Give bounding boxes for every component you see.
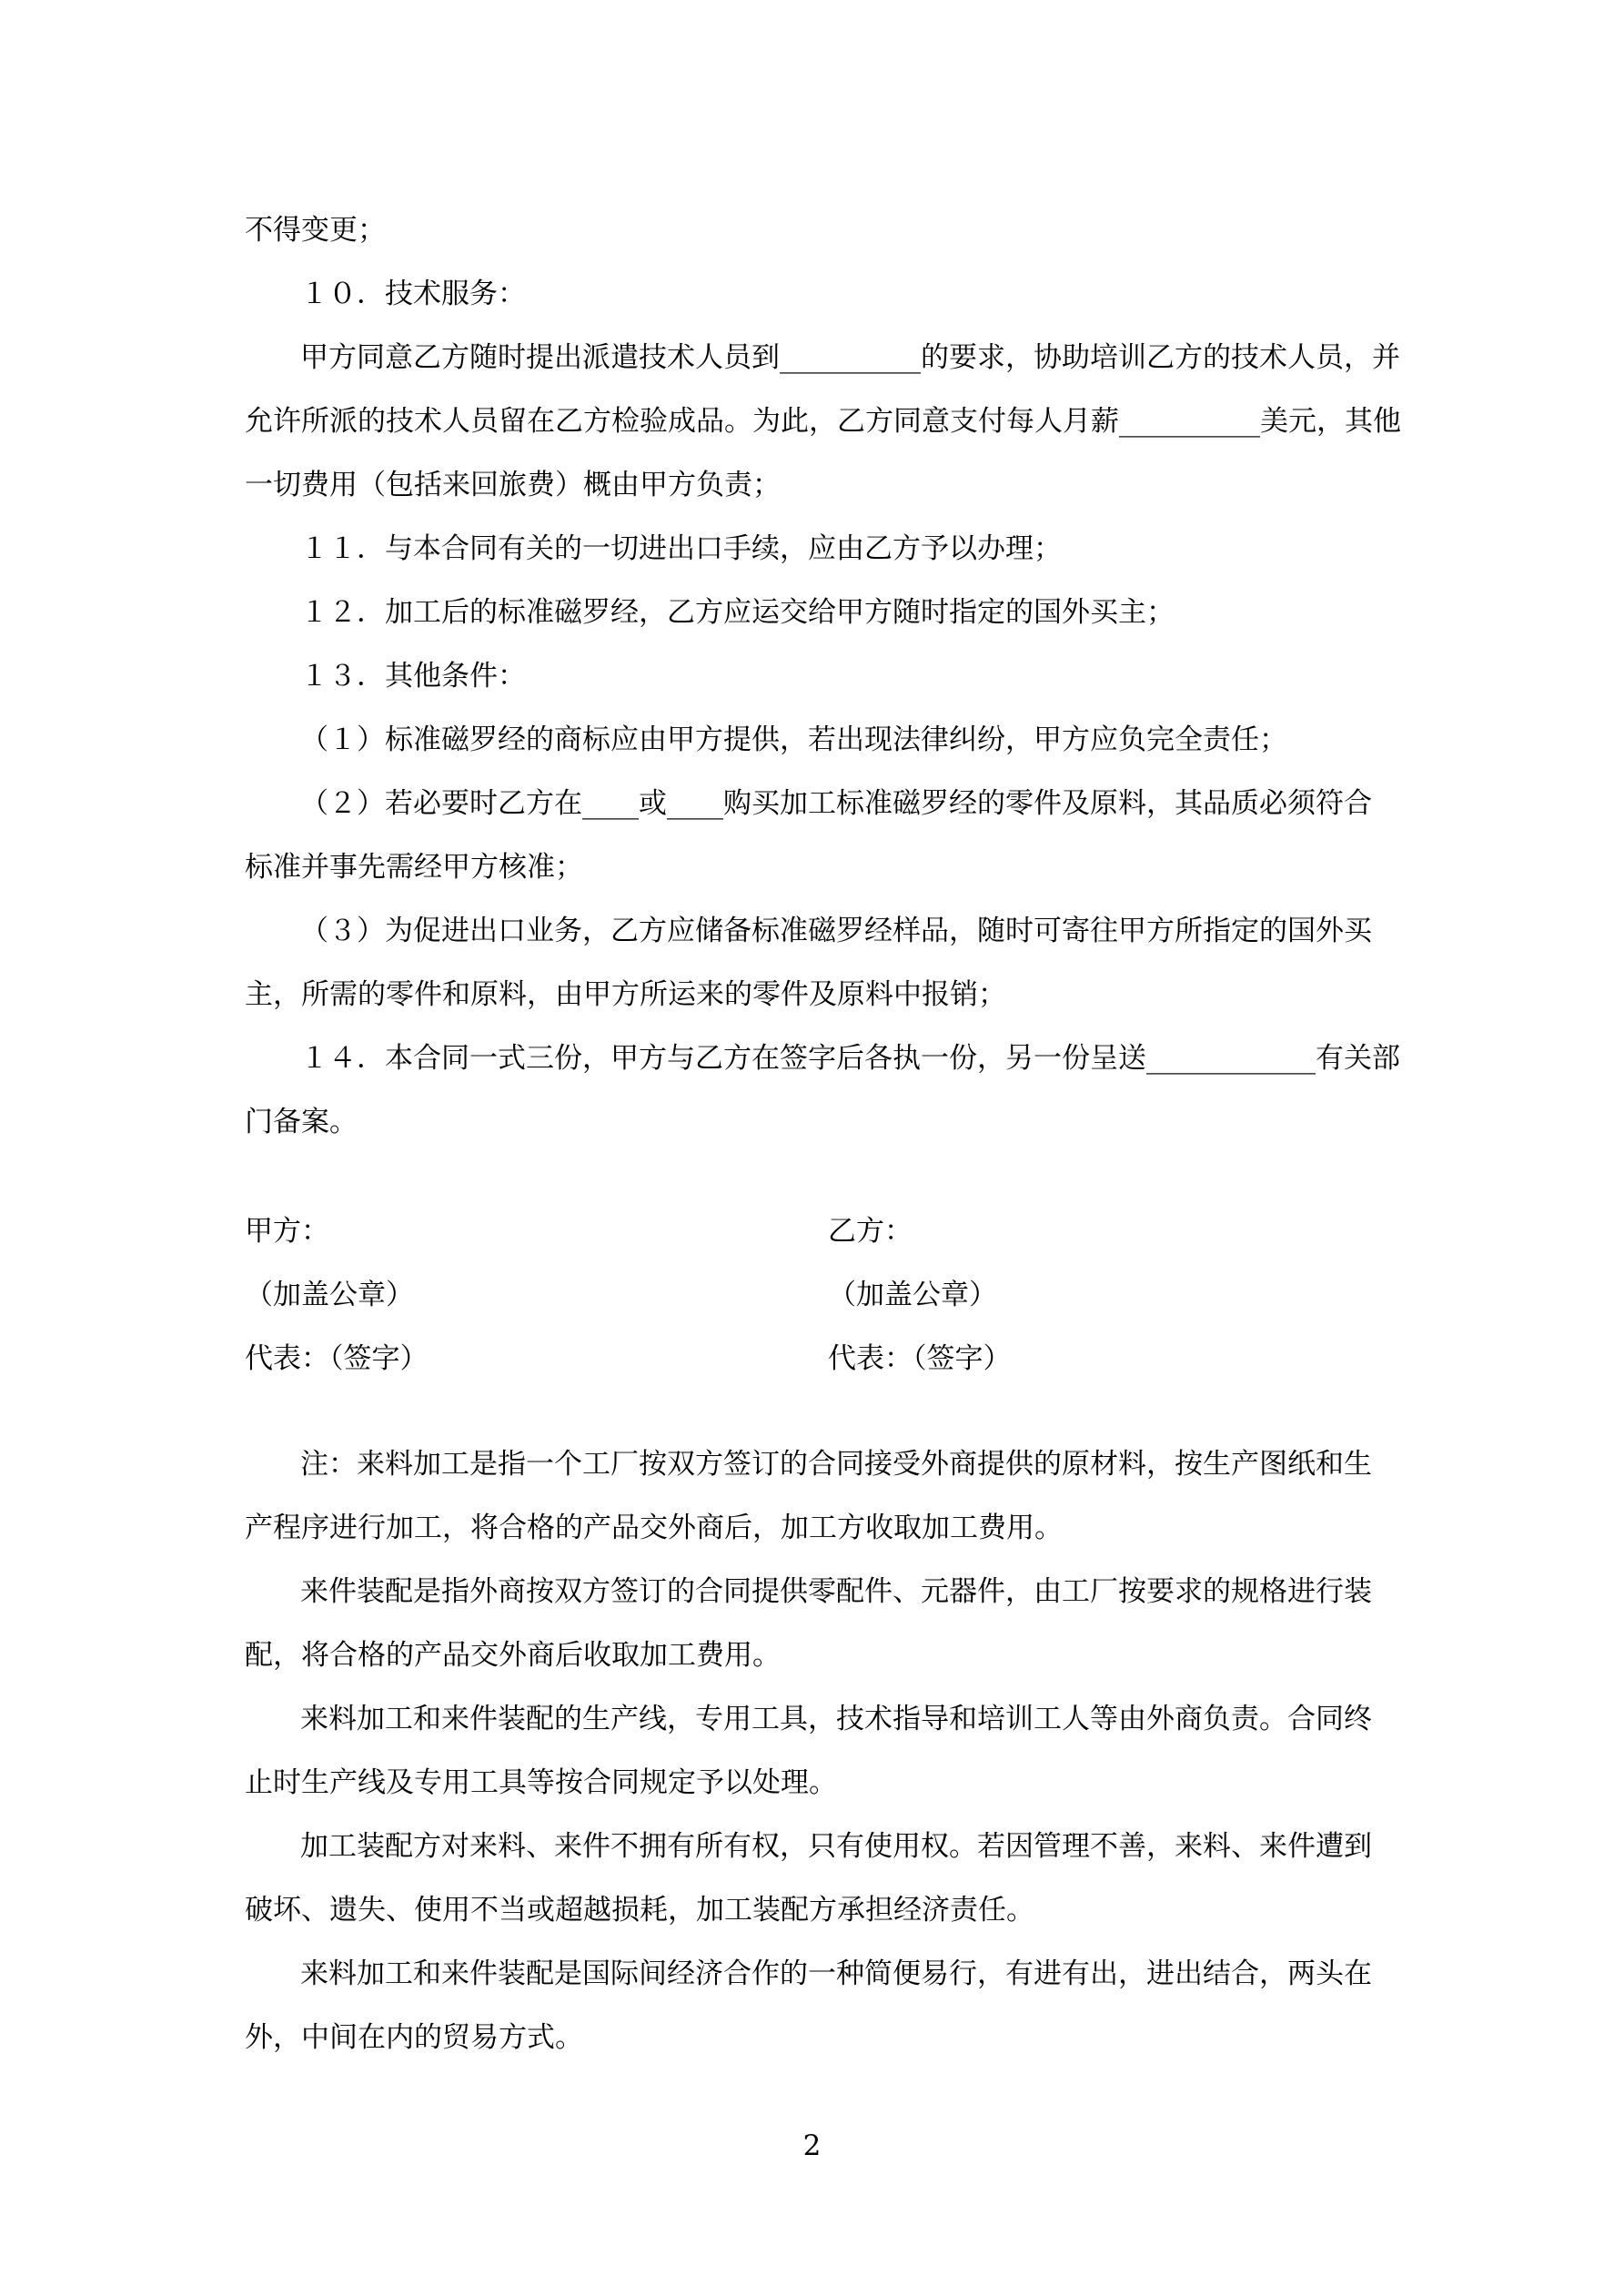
text-line-content: 止时生产线及专用工具等按合同规定予以处理。	[245, 1766, 837, 1799]
text-line-content: 注：来料加工是指一个工厂按双方签订的合同接受外商提供的原材料，按生产图纸和生	[300, 1448, 1372, 1481]
signature-row	[245, 1263, 1379, 1327]
text-line	[245, 835, 1379, 899]
text-line	[245, 1027, 1400, 1090]
text-line-content: 来料加工和来件装配是国际间经济合作的一种简便易行，有进有出，进出结合，两头在	[300, 1957, 1372, 1990]
text-line	[245, 1432, 1379, 1496]
text-line-content: 一切费用（包括来回旅费）概由甲方负责；	[245, 469, 781, 501]
text-line	[245, 517, 1379, 581]
text-line	[245, 1815, 1379, 1878]
party-a-signature-label: 甲方：	[245, 1215, 329, 1248]
text-line-content: 来料加工和来件装配的生产线，专用工具，技术指导和培训工人等由外商负责。合同终	[300, 1703, 1372, 1735]
text-line	[245, 899, 1379, 963]
text-line	[245, 198, 1379, 262]
text-line-content: （１）标准磁罗经的商标应由甲方提供，若出现法律纠纷，甲方应负完全责任；	[300, 723, 1287, 756]
signature-section	[245, 1199, 1379, 1391]
text-line-content: 标准并事先需经甲方核准；	[245, 851, 583, 884]
text-line-content: １３．其他条件：	[300, 660, 526, 693]
text-line-content: （２）若必要时乙方在____或____购买加工标准磁罗经的零件及原料，其品质必须符合	[300, 787, 1372, 820]
text-line	[245, 326, 1400, 389]
text-line	[245, 1942, 1379, 2006]
text-line	[245, 772, 1379, 835]
text-line-content: １１．与本合同有关的一切进出口手续，应由乙方予以办理；	[300, 532, 1062, 565]
text-line	[245, 453, 1379, 517]
text-line	[245, 1878, 1379, 1942]
clauses-section	[245, 198, 1401, 1154]
text-line	[245, 963, 1379, 1027]
party-b-signature-label: 乙方：	[828, 1215, 913, 1248]
text-line	[245, 389, 1401, 453]
text-line	[245, 262, 1379, 326]
party-b-signature-label: 代表：（签字）	[828, 1342, 1012, 1375]
text-line	[245, 1623, 1379, 1687]
text-line	[245, 2006, 1379, 2069]
text-line-content: 破坏、遗失、使用不当或超越损耗，加工装配方承担经济责任。	[245, 1894, 1034, 1927]
text-line	[245, 1751, 1379, 1815]
party-a-signature-label: 代表：（签字）	[245, 1342, 429, 1375]
text-line-content: 配，将合格的产品交外商后收取加工费用。	[245, 1639, 781, 1672]
text-line-content: 来件装配是指外商按双方签订的合同提供零配件、元器件，由工厂按要求的规格进行装	[300, 1575, 1372, 1608]
signature-row	[245, 1199, 1379, 1263]
text-line-content: 主，所需的零件和原料，由甲方所运来的零件及原料中报销；	[245, 978, 1006, 1011]
text-line-content: 甲方同意乙方随时提出派遣技术人员到__________的要求，协助培训乙方的技术人员，并	[300, 341, 1400, 374]
page-number: 2	[802, 2129, 822, 2162]
party-b-signature-label: （加盖公章）	[828, 1279, 997, 1311]
notes-section	[245, 1432, 1379, 2069]
text-line	[245, 708, 1379, 772]
party-a-signature-label: （加盖公章）	[245, 1279, 414, 1311]
text-line-content: 门备案。	[245, 1106, 358, 1138]
text-line	[245, 1496, 1379, 1560]
text-line	[245, 581, 1379, 644]
contract-text-block	[245, 198, 1401, 2069]
text-line-content: 不得变更；	[245, 214, 386, 247]
text-line-content: （３）为促进出口业务，乙方应储备标准磁罗经样品，随时可寄往甲方所指定的国外买	[300, 915, 1372, 947]
text-line-content: 产程序进行加工，将合格的产品交外商后，加工方收取加工费用。	[245, 1512, 1063, 1544]
text-line	[245, 1687, 1379, 1751]
signature-row	[245, 1327, 1379, 1391]
text-line-content: １２．加工后的标准磁罗经，乙方应运交给甲方随时指定的国外买主；	[300, 596, 1175, 629]
text-line-content: 外，中间在内的贸易方式。	[245, 2021, 583, 2054]
text-line	[245, 1090, 1379, 1154]
text-line-content: １４．本合同一式三份，甲方与乙方在签字后各执一份，另一份呈送____________有关部	[300, 1042, 1400, 1075]
text-line-content: 允许所派的技术人员留在乙方检验成品。为此，乙方同意支付每人月薪__________美元，其他	[245, 405, 1401, 438]
text-line	[245, 644, 1379, 708]
text-line	[245, 1560, 1379, 1623]
text-line-content: 加工装配方对来料、来件不拥有所有权，只有使用权。若因管理不善，来料、来件遭到	[300, 1830, 1372, 1863]
text-line-content: １０．技术服务：	[300, 278, 526, 310]
